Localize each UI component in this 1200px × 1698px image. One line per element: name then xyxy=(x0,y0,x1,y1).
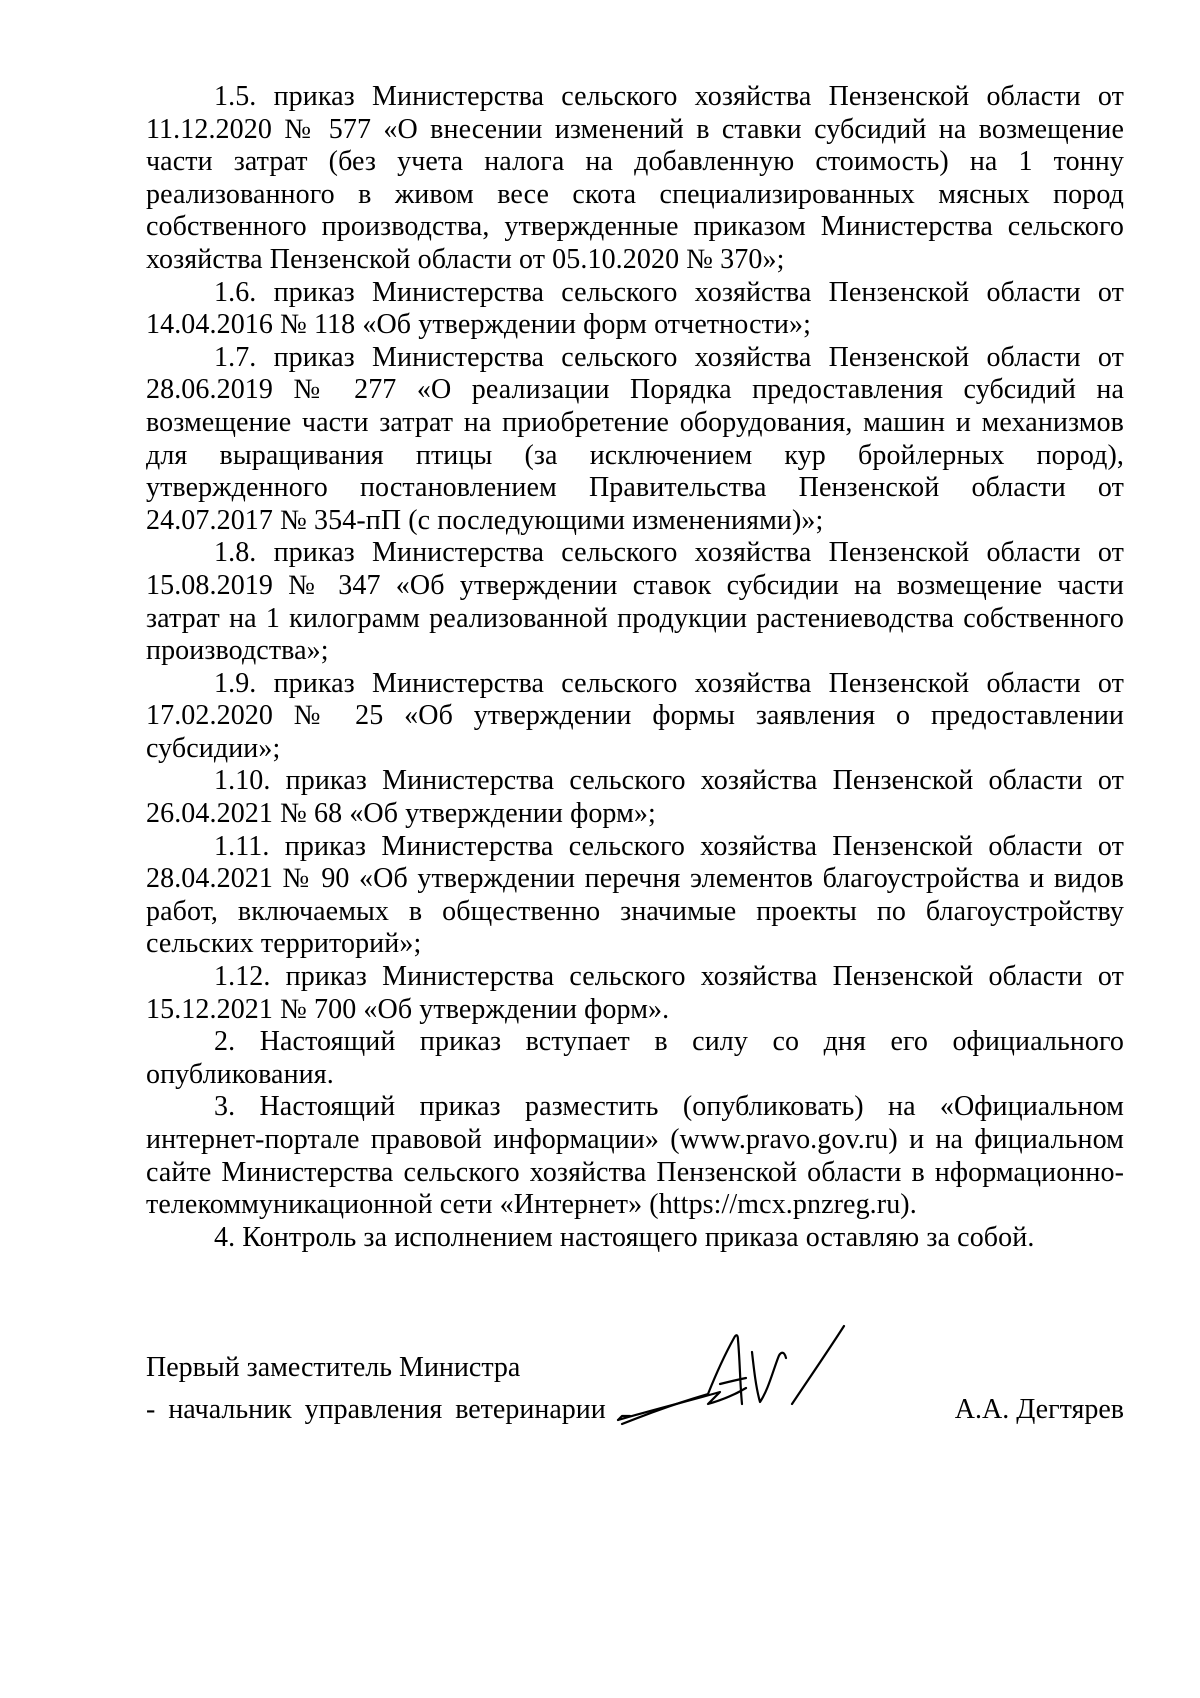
paragraph-3: 3. Настоящий приказ разместить (опубликовать) на «Официальном интернет-портале правовой информации» (www.pravo.gov.ru) и на фициальном сайте Министерства сельского хозяйства Пензенской области в нформационно-телекоммуникационной сети «Интернет» (https://mcx.pnzreg.ru). xyxy=(146,1091,1124,1221)
paragraph-2: 2. Настоящий приказ вступает в силу со дня его официального опубликования. xyxy=(146,1026,1124,1090)
paragraph-1-12: 1.12. приказ Министерства сельского хозяйства Пензенской области от 15.12.2021 № 700 «Об утверждении форм». xyxy=(146,961,1124,1025)
paragraph-1-10: 1.10. приказ Министерства сельского хозяйства Пензенской области от 26.04.2021 № 68 «Об утверждении форм»; xyxy=(146,765,1124,830)
signatory-position-line2: - начальник управления ветеринарии xyxy=(146,1394,606,1425)
paragraph-1-7: 1.7. приказ Министерства сельского хозяйства Пензенской области от 28.06.2019 № 277 «О реализации Порядка предоставления субсидий на возмещение части затрат на приобретение оборудования, машин и механизмов для выращивания птицы (за исключением кур бройлерных пород), утвержденного постановлением Правительства Пензенской области от 24.07.2017 № 354-пП (с последующими изменениями)»; xyxy=(146,341,1124,536)
paragraph-4: 4. Контроль за исполнением настоящего приказа оставляю за собой. xyxy=(214,1221,1035,1253)
paragraph-1-6: 1.6. приказ Министерства сельского хозяйства Пензенской области от 14.04.2016 № 118 «Об утверждении форм отчетности»; xyxy=(146,276,1124,341)
signatory-position-line1: Первый заместитель Министра xyxy=(146,1352,521,1383)
paragraph-1-8: 1.8. приказ Министерства сельского хозяйства Пензенской области от 15.08.2019 № 347 «Об утверждении ставок субсидии на возмещение части затрат на 1 килограмм реализованной продукции растениеводства собственного производства»; xyxy=(146,537,1124,667)
signatory-name: А.А. Дегтярев xyxy=(954,1394,1124,1425)
paragraph-1-5: 1.5. приказ Министерства сельского хозяйства Пензенской области от 11.12.2020 № 577 «О внесении изменений в ставки субсидий на возмещение части затрат (без учета налога на добавленную стоимость) на 1 тонну реализованного в живом весе скота специализированных мясных пород собственного производства, утвержденные приказом Министерства сельского хозяйства Пензенской области от 05.10.2020 № 370»; xyxy=(146,81,1124,275)
document-body xyxy=(146,81,1124,1254)
paragraph-1-9: 1.9. приказ Министерства сельского хозяйства Пензенской области от 17.02.2020 № 25 «Об утверждении формы заявления о предоставлении субсидии»; xyxy=(146,667,1124,764)
signature-block xyxy=(146,1352,1124,1472)
paragraph-1-11: 1.11. приказ Министерства сельского хозяйства Пензенской области от 28.04.2021 № 90 «Об утверждении перечня элементов благоустройства и видов работ, включаемых в общественно значимые проекты по благоустройству сельских территорий»; xyxy=(146,830,1124,960)
handwritten-signature-icon xyxy=(612,1312,872,1432)
